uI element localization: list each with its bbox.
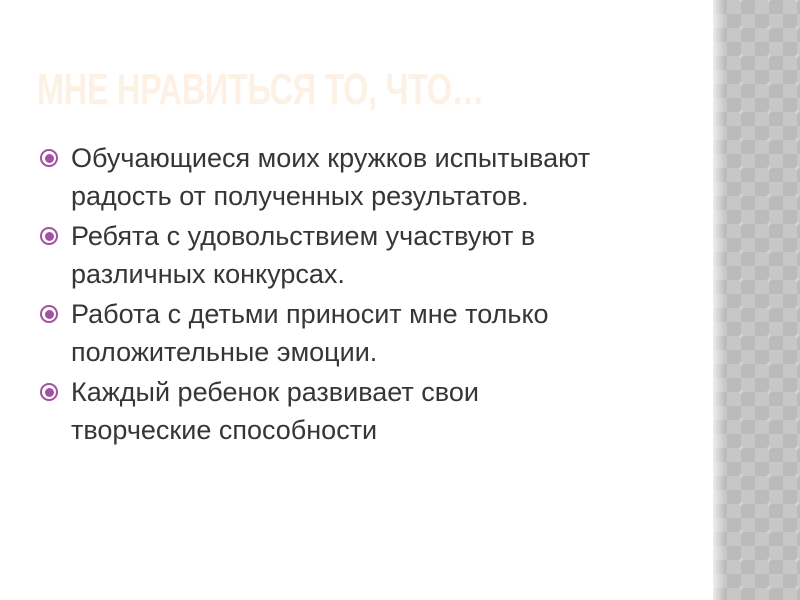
bullet-item: [40, 373, 690, 449]
bullet-text: [71, 373, 479, 449]
bullet-item: [40, 295, 690, 371]
bullet-item: [40, 217, 690, 293]
bullet-text: [71, 295, 549, 371]
bullet-text-line: Обучающиеся моих кружков испытывают: [71, 143, 591, 173]
bullet-text-line: творческие способности: [71, 415, 378, 445]
bullet-text-line: положительные эмоции.: [71, 337, 378, 367]
bullet-item: [40, 139, 690, 215]
bullet-text-line: Работа с детьми приносит мне только: [71, 299, 549, 329]
bullet-text: [71, 139, 590, 215]
target-bullet-icon: [40, 305, 58, 323]
bullet-text-line: различных конкурсах.: [71, 259, 345, 289]
bullet-text-line: Каждый ребенок развивает свои: [71, 377, 479, 407]
bullet-text-line: Ребята с удовольствием участвуют в: [71, 221, 536, 251]
target-bullet-icon: [40, 383, 58, 401]
bullet-text-line: радость от полученных результатов.: [71, 181, 529, 211]
target-bullet-icon: [40, 149, 58, 167]
bullet-text: [71, 217, 535, 293]
diamond-pattern-sidebar: [713, 0, 800, 600]
target-bullet-icon: [40, 227, 58, 245]
slide-title: МНЕ НРАВИТЬСЯ ТО, ЧТО…: [37, 65, 484, 114]
bullet-list: [40, 139, 690, 451]
